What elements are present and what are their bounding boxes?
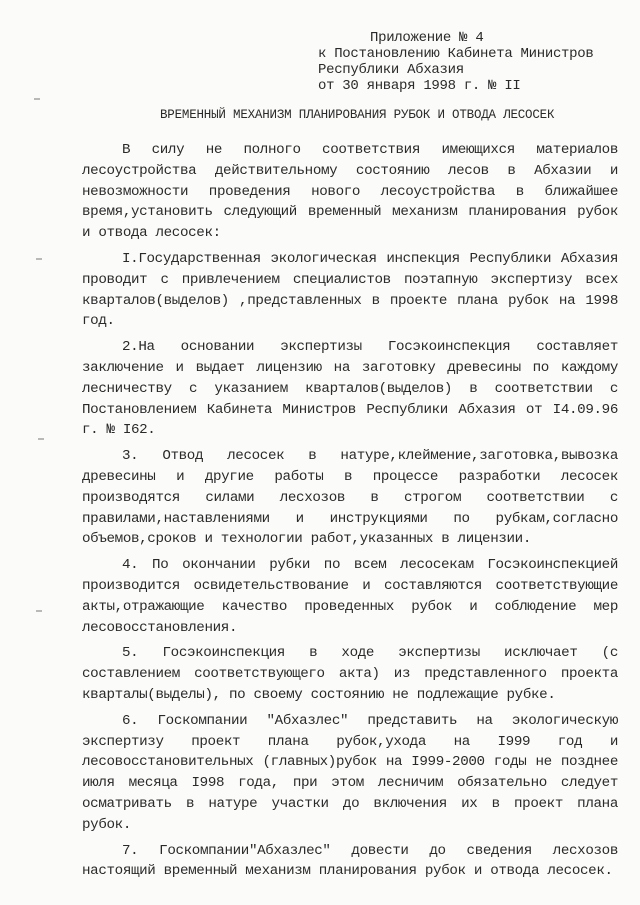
scan-speck bbox=[34, 98, 40, 100]
paragraph-4: 4. По окончании рубки по всем лесосекам Госэкоинспекцией производится освидетельствование и составляются соответствующие акты,отражающие качество проведенных рубок и соблюдение мер лесовосстановления. bbox=[82, 557, 618, 636]
paragraph-3: 3. Отвод лесосек в натуре,клеймение,заготовка,вывозка древесины и другие работы в процессе разработки лесосек производятся силами лесхозов в строгом соответствии с правилами,наставлениями и инструкциями по рубкам,согласно объемов,сроков и технологии работ,указанных в лицензии. bbox=[82, 448, 618, 548]
appendix-header bbox=[318, 30, 593, 94]
decree-date: от 30 января 1998 г. № II bbox=[318, 78, 521, 94]
paragraph-7: 7. Госкомпании"Абхазлес" довести до сведения лесхозов настоящий временный механизм планирования рубок и отвода лесосек. bbox=[82, 842, 618, 880]
document-title: ВРЕМЕННЫЙ МЕХАНИЗМ ПЛАНИРОВАНИЯ РУБОК И ОТВОДА ЛЕСОСЕК bbox=[160, 108, 555, 122]
decree-reference: к Постановлению Кабинета Министров bbox=[318, 46, 594, 62]
paragraph-5: 5. Госэкоинспекция в ходе экспертизы исключает (с составлением соответствующего акта) из представленного проекта кварталы(выделы), по своему состоянию не подлежащие рубке. bbox=[82, 645, 618, 703]
paragraph-6: 6. Госкомпании "Абхазлес" представить на экологическую экспертизу проект плана рубок,ухода на I999 год и лесовосстановительных (главных)рубок на I999-2000 годы не позднее июля месяца I998 года, при этом лесничим обязательно следует осматривать в натуре участки до включения их в проект плана рубок. bbox=[82, 712, 618, 833]
appendix-number: Приложение № 4 bbox=[370, 30, 484, 46]
republic-name: Республики Абхазия bbox=[318, 62, 464, 78]
scan-speck bbox=[38, 438, 44, 440]
scan-speck bbox=[36, 258, 42, 260]
paragraph-2: 2.На основании экспертизы Госэкоинспекция составляет заключение и выдает лицензию на заготовку древесины по каждому лесничеству с указанием кварталов(выделов) в соответствии с Постановлением Кабинета Министров Республики Абхазия от I4.09.96 г. № I62. bbox=[82, 339, 618, 439]
scan-speck bbox=[36, 610, 42, 612]
document-body bbox=[82, 140, 618, 882]
paragraph-1: I.Государственная экологическая инспекция Республики Абхазия проводит с привлечением специалистов поэтапную экспертизу всех кварталов(выделов) ,представленных в проекте плана рубок на 1998 год. bbox=[82, 250, 618, 330]
intro-paragraph: В силу не полного соответствия имеющихся материалов лесоустройства действительному состоянию лесов в Абхазии и невозможности проведения нового лесоустройства в ближайшее время,установить следующий временный механизм планирования рубок и отвода лесосек: bbox=[82, 142, 618, 242]
